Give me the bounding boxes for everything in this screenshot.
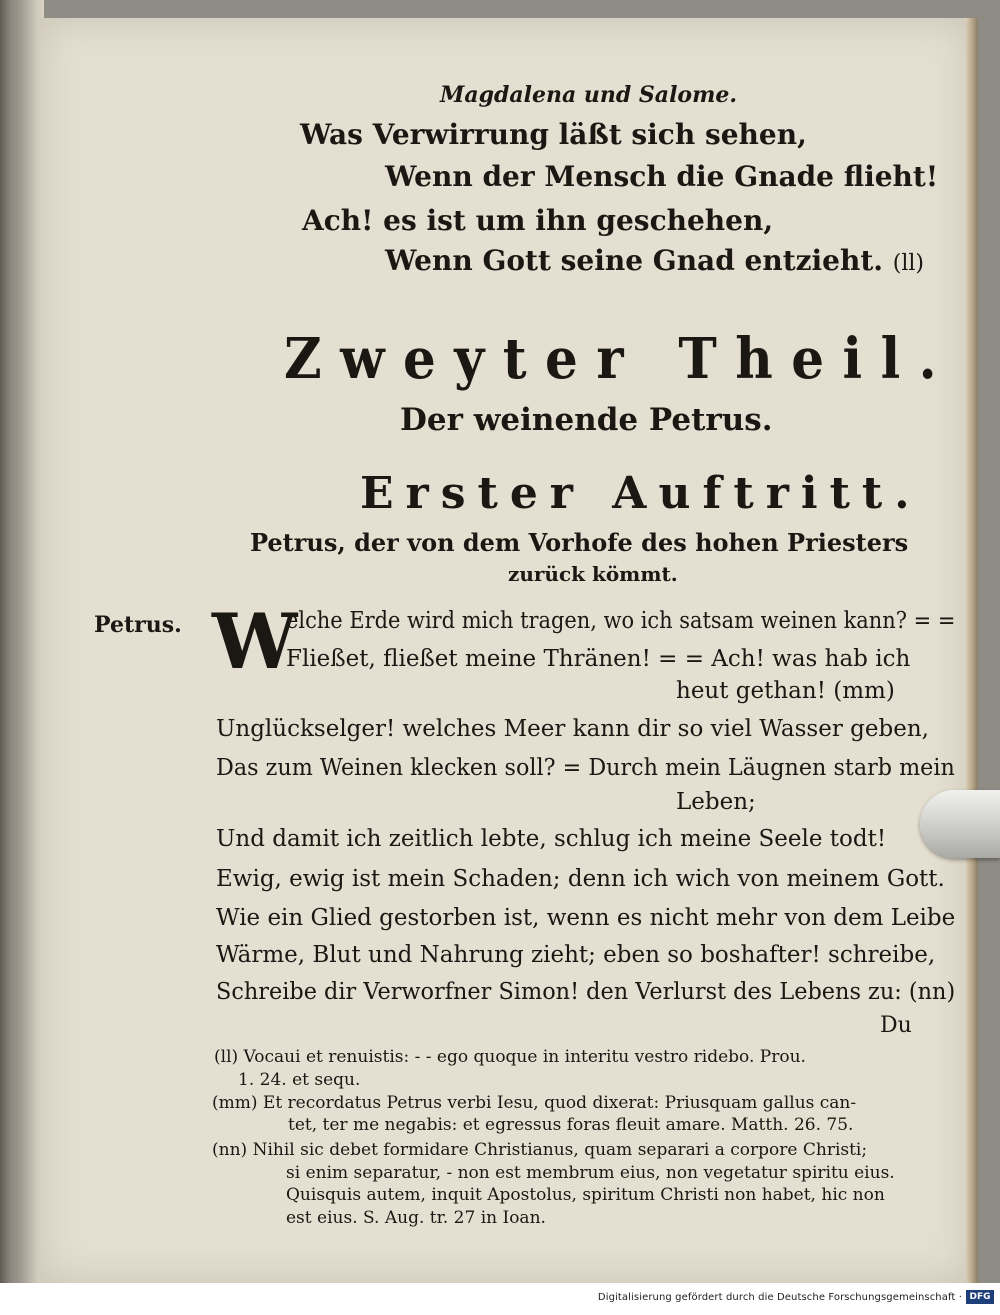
page-edge	[966, 18, 978, 1283]
verse-line-3: Ach! es ist um ihn geschehen,	[302, 204, 774, 237]
footnote-ll-line-1: (ll) Vocaui et renuistis: - - ego quoque in interitu vestro ridebo. Prou.	[214, 1047, 806, 1067]
catchword: Du	[880, 1013, 912, 1038]
speaker-label: Petrus.	[94, 612, 182, 638]
part-title: Zweyter Theil.	[284, 326, 956, 392]
scene-description-line-2: zurück kömmt.	[508, 562, 678, 586]
verse-line-1: Was Verwirrung läßt sich sehen,	[300, 118, 807, 151]
page-clip	[920, 790, 1000, 858]
speech-line-9: Wie ein Glied gestorben ist, wenn es nicht mehr von dem Leibe	[216, 905, 956, 931]
footnote-nn-line-3: Quisquis autem, inquit Apostolus, spiritum Christi non habet, hic non	[286, 1185, 885, 1205]
footnote-ref-ll: (ll)	[892, 251, 925, 276]
verse-line-4	[385, 244, 924, 277]
drop-cap-initial: W	[212, 597, 298, 686]
book-binding	[0, 0, 44, 1315]
speech-line-7: Und damit ich zeitlich lebte, schlug ich meine Seele todt!	[216, 826, 887, 852]
part-subtitle: Der weinende Petrus.	[400, 402, 773, 438]
footnote-nn-line-2: si enim separatur, - non est membrum eius, non vegetatur spiritu eius.	[286, 1163, 895, 1183]
footnote-mm-line-1: (mm) Et recordatus Petrus verbi Iesu, quod dixerat: Priusquam gallus can-	[212, 1093, 857, 1113]
speech-line-8: Ewig, ewig ist mein Schaden; denn ich wich von meinem Gott.	[216, 866, 945, 892]
speech-line-4: Unglückselger! welches Meer kann dir so viel Wasser geben,	[216, 716, 929, 742]
speech-line-1: elche Erde wird mich tragen, wo ich satsam weinen kann? = =	[286, 608, 956, 634]
verse-speakers: Magdalena und Salome.	[440, 82, 738, 108]
speech-line-5: Das zum Weinen klecken soll? = Durch mein Läugnen starb mein	[216, 755, 955, 781]
speech-line-2: Fließet, fließet meine Thränen! = = Ach! was hab ich	[286, 646, 911, 672]
scene-description-line-1: Petrus, der von dem Vorhofe des hohen Priesters	[250, 528, 909, 557]
verse-line-4-text: Wenn Gott seine Gnad entzieht.	[385, 244, 884, 277]
speech-line-3: heut gethan! (mm)	[676, 678, 895, 704]
speech-line-10: Wärme, Blut und Nahrung zieht; eben so boshafter! schreibe,	[216, 942, 936, 968]
footnote-nn-line-4: est eius. S. Aug. tr. 27 in Ioan.	[286, 1208, 546, 1228]
speech-line-11: Schreibe dir Verworfner Simon! den Verlurst des Lebens zu: (nn)	[216, 979, 956, 1005]
speech-line-6: Leben;	[676, 789, 756, 815]
footnote-nn-line-1: (nn) Nihil sic debet formidare Christianus, quam separari a corpore Christi;	[212, 1140, 868, 1160]
verse-line-2: Wenn der Mensch die Gnade flieht!	[385, 160, 939, 193]
footnote-mm-line-2: tet, ter me negabis: et egressus foras fleuit amare. Matth. 26. 75.	[288, 1115, 854, 1135]
footnote-ll-line-2: 1. 24. et sequ.	[238, 1070, 361, 1090]
dfg-logo: DFG	[966, 1290, 994, 1304]
credit-text: Digitalisierung gefördert durch die Deutsche Forschungsgemeinschaft ·	[597, 1292, 962, 1303]
scene-title: Erster Auftritt.	[360, 468, 922, 519]
